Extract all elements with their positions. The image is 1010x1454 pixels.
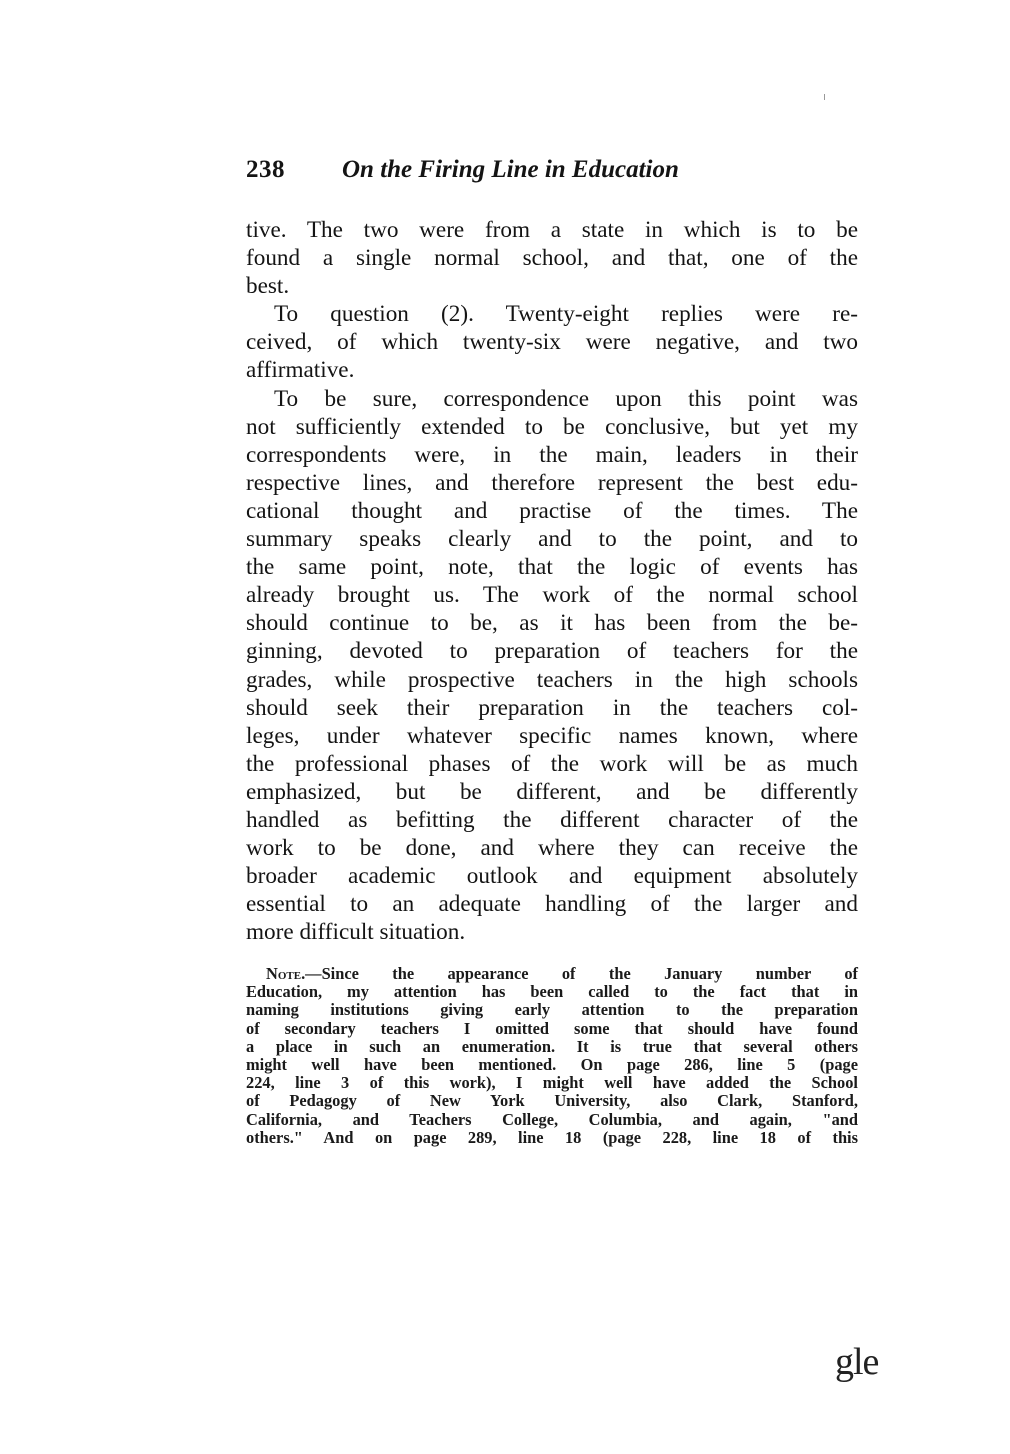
footnote-line bbox=[246, 965, 858, 983]
footnote-line: of Pedagogy of New York University, also Clark, Stanford, bbox=[246, 1091, 858, 1111]
body-line: respective lines, and therefore represent the best edu- bbox=[246, 469, 858, 496]
body-line: work to be done, and where they can receive the bbox=[246, 835, 858, 862]
body-line: summary speaks clearly and to the point, and to bbox=[246, 526, 858, 553]
running-title: On the Firing Line in Education bbox=[342, 156, 679, 183]
body-line: essential to an adequate handling of the larger and bbox=[246, 891, 858, 918]
body-line: found a single normal school, and that, one of the bbox=[246, 245, 858, 272]
footnote-line: naming institutions giving early attention to the preparation bbox=[246, 1000, 858, 1020]
body-line: tive. The two were from a state in which is to be bbox=[246, 217, 858, 243]
body-line: correspondents were, in the main, leaders in their bbox=[246, 441, 858, 468]
body-line: should seek their preparation in the teachers col- bbox=[246, 694, 858, 721]
footnote-line-text: —Since the appearance of the January number of bbox=[305, 964, 858, 983]
body-line: the same point, note, that the logic of events has bbox=[246, 554, 858, 581]
body-line: handled as befitting the different character of the bbox=[246, 806, 858, 833]
footnote-line: of secondary teachers I omitted some that should have found bbox=[246, 1018, 858, 1038]
body-line: not sufficiently extended to be conclusive, but yet my bbox=[246, 413, 858, 440]
scan-tick-mark bbox=[824, 94, 825, 100]
body-line: already brought us. The work of the normal school bbox=[246, 582, 858, 609]
footnote bbox=[246, 965, 858, 1147]
body-line: the professional phases of the work will be as much bbox=[246, 750, 858, 777]
body-line: To be sure, correspondence upon this point was bbox=[274, 385, 858, 412]
scan-edge-fragment: gle bbox=[835, 1341, 879, 1383]
body-line: grades, while prospective teachers in the high schools bbox=[246, 666, 858, 693]
body-text bbox=[246, 216, 858, 946]
body-line: broader academic outlook and equipment absolutely bbox=[246, 863, 858, 890]
body-line: To question (2). Twenty-eight replies were re- bbox=[274, 301, 858, 328]
body-line: ceived, of which twenty-six were negative, and two bbox=[246, 329, 858, 356]
body-line: best. bbox=[246, 273, 290, 300]
footnote-line: Education, my attention has been called to the fact that in bbox=[246, 982, 858, 1002]
body-line: more difficult situation. bbox=[246, 919, 466, 946]
footnote-line: 224, line 3 of this work), I might well have added the School bbox=[246, 1073, 858, 1093]
footnote-line: California, and Teachers College, Columbia, and again, "and bbox=[246, 1109, 858, 1129]
body-line: ginning, devoted to preparation of teachers for the bbox=[246, 638, 858, 665]
footnote-label: Note. bbox=[266, 964, 306, 983]
footnote-line: a place in such an enumeration. It is true that several others bbox=[246, 1036, 858, 1056]
body-line: should continue to be, as it has been from the be- bbox=[246, 610, 858, 637]
body-line: leges, under whatever specific names known, where bbox=[246, 722, 858, 749]
footnote-line: might well have been mentioned. On page 286, line 5 (page bbox=[246, 1054, 858, 1074]
footnote-line: others." And on page 289, line 18 (page 228, line 18 of this bbox=[246, 1127, 858, 1147]
body-line: affirmative. bbox=[246, 357, 355, 384]
page-header bbox=[246, 156, 786, 192]
page-number: 238 bbox=[246, 156, 285, 183]
body-line: emphasized, but be different, and be differently bbox=[246, 778, 858, 805]
body-line: cational thought and practise of the times. The bbox=[246, 497, 858, 524]
